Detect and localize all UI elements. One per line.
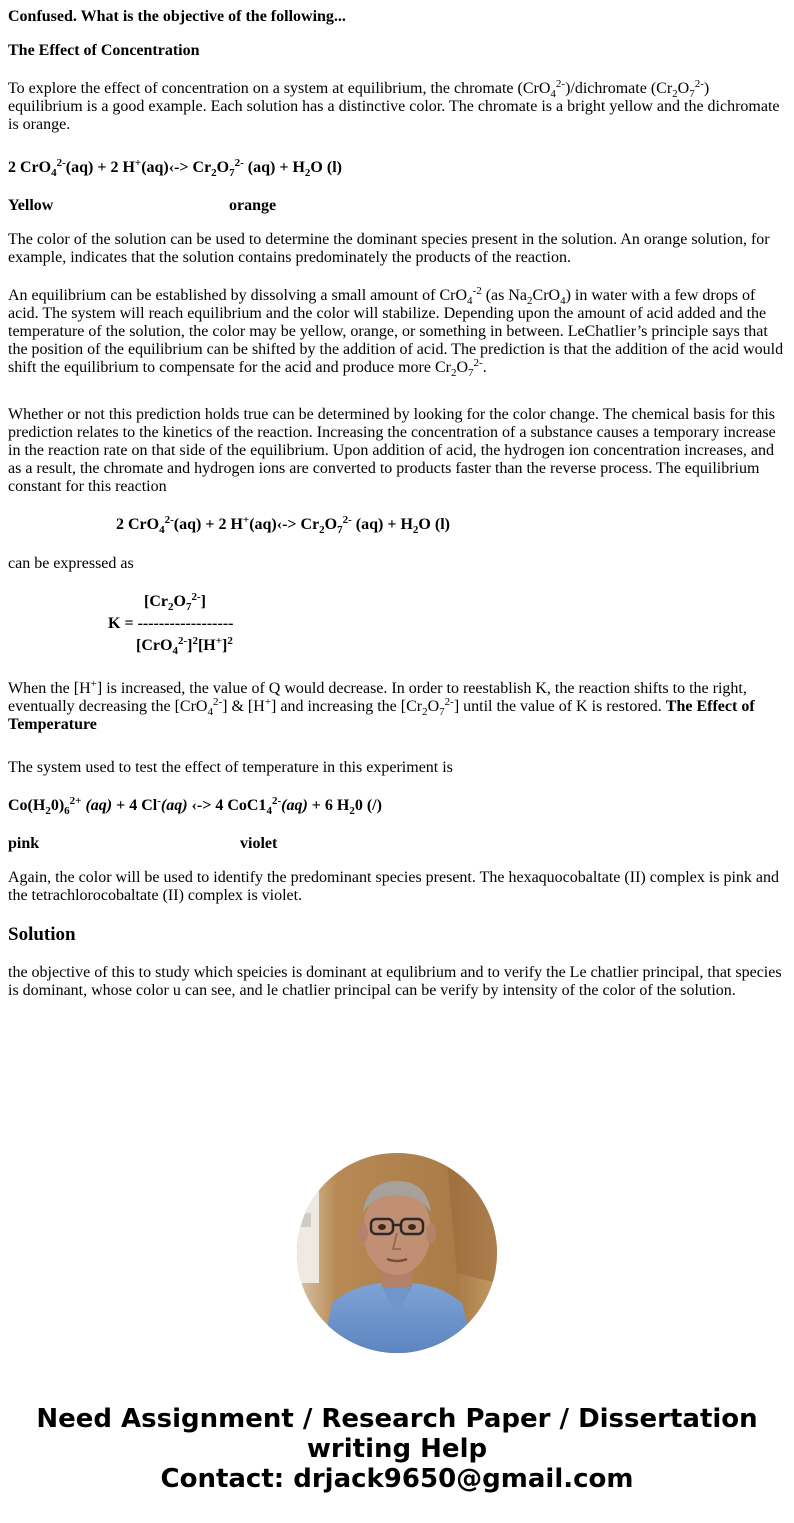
heading-temperature: The Effect of Temperature [8, 698, 755, 733]
label-orange: orange [229, 197, 277, 214]
promo-line-1: Need Assignment / Research Paper / Dissertation [36, 1404, 758, 1434]
system-used-text: The system used to test the effect of temperature in this experiment is [8, 759, 453, 776]
question-title: Confused. What is the objective of the following... [8, 8, 346, 25]
equilibrium-paragraph: An equilibrium can be established by dissolving a small amount of CrO$_4^{-2}$ (as $Na_2CrO_4$) in water with a few drops of acid. The system will reach equilibrium and the color will stabilize. Depending upon the amount of acid added and the temperature of the solution, the color may be yellow, orange, or something in between. LeChatlier’s principle says that the position of the equilibrium can be shifted by the addition of acid. The prediction is that the addition of the acid would shift the equilibrium to compensate for the acid and produce more $Cr_2O_7^{2-}$. [8, 285, 784, 379]
solution-heading: Solution [8, 924, 76, 945]
author-avatar [297, 1153, 497, 1353]
author-photo [297, 1153, 497, 1353]
label-violet: violet [240, 835, 278, 852]
label-pink: pink [8, 835, 40, 852]
intro-paragraph: To explore the effect of concentration on a system at equilibrium, the chromate (CrO$_4^{2-}$)/dichromate $(Cr_2O_7^{2-})$ equilibrium is a good example. Each solution has a distinctive color. The chromate is a bright yellow and the dichromate is orange. [8, 78, 780, 133]
equation-chromate: 2 CrO$_4^{2-}$(aq) + 2 H+(aq)‹-> $Cr_2O_7^{2-}$ $(aq) + H_2O$ (l) [8, 157, 342, 179]
heading-concentration: The Effect of Concentration [8, 42, 200, 59]
equation-cobalt: $Co(H_20)_6^{2+}$ (aq) + 4 Cl-(aq) ‹-> 4 $CoC1_4^{2-}(aq) + 6$ $H_20$ (/) [8, 795, 382, 817]
prediction-paragraph: Whether or not this prediction holds true can be determined by looking for the color change. The chemical basis for this prediction relates to the kinetics of the reaction. Increasing the concentration of a substance causes a temporary increase in the reaction rate on that side of the equilibrium. Upon addition of acid, the hydrogen ion concentration increases, and as a result, the chromate and hydrogen ions are converted to products faster than the reverse process. The equilibrium constant for this reaction [8, 406, 776, 495]
when-paragraph: When the [H+] is increased, the value of Q would decrease. In order to reestablish K, the reaction shifts to the right, eventually decreasing the [CrO$_4^{2-}$] & [H+] and increasing the $[Cr_2O_7^{2-}]$ until the value of K is restored. The Effect of Temperature [8, 678, 755, 733]
equation-chromate-repeat: 2 CrO$_4^{2-}$(aq) + 2 H+(aq)‹-> $Cr_2O_7^{2-}$ $(aq) + H_2O$ (l) [116, 514, 450, 536]
again-paragraph: Again, the color will be used to identify the predominant species present. The hexaquocobaltate (II) complex is pink and the tetrachlorocobaltate (II) complex is violet. [8, 869, 780, 904]
k-numerator: $[Cr_2O_7^{2-}]$ [144, 591, 206, 613]
promo-banner [0, 1404, 794, 1494]
can-be-expressed: can be expressed as [8, 555, 134, 572]
promo-contact: Contact: drjack9650@gmail.com [160, 1464, 634, 1494]
label-yellow: Yellow [8, 197, 54, 214]
k-fraction-line: K = ------------------ [108, 615, 234, 632]
promo-line-2: writing Help [306, 1434, 488, 1464]
solution-text: the objective of this to study which speicies is dominant at equlibrium and to verify the Le chatlier principal, that species is dominant, whose color u can see, and le chatlier principal can be verify by intensity of the color of the solution. [8, 964, 782, 999]
color-labels-cobalt [8, 835, 786, 853]
color-paragraph: The color of the solution can be used to determine the dominant species present in the solution. An orange solution, for example, indicates that the solution contains predominately the products of the reaction. [8, 231, 770, 266]
color-labels-chromate [8, 197, 786, 215]
k-denominator: $[CrO_4^{2-}]^2[H^+]^2$ [136, 635, 233, 657]
